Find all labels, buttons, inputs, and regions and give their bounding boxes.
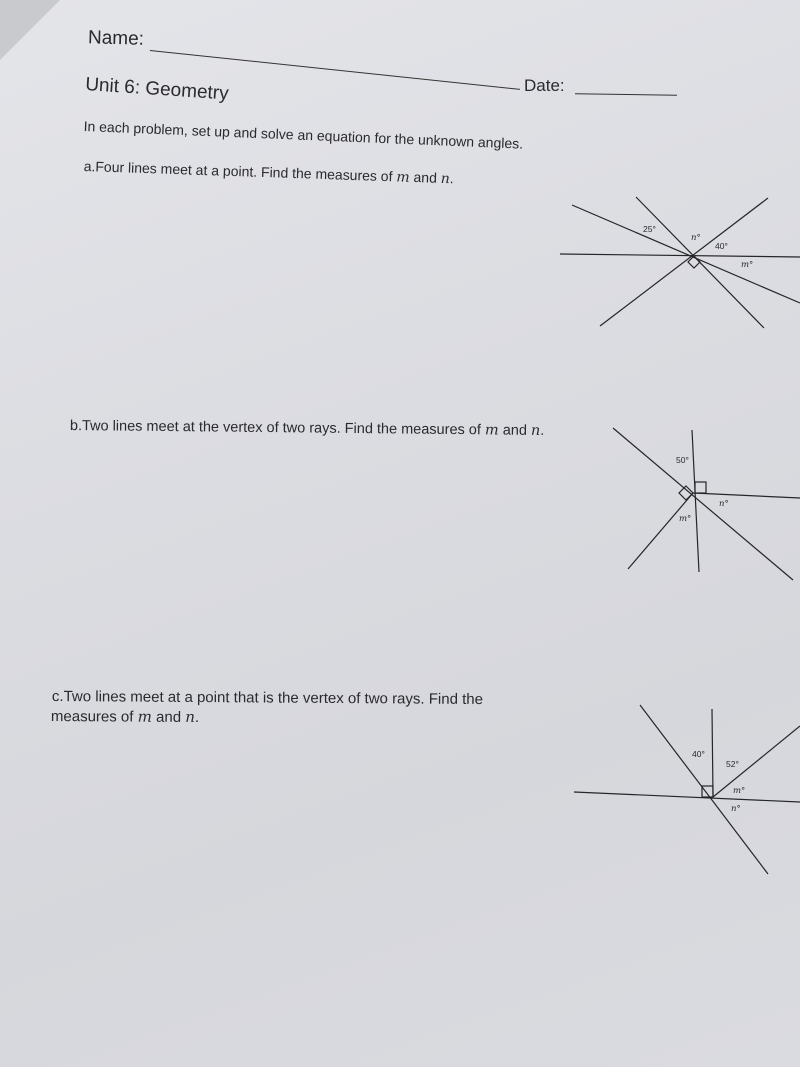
diagram-a-label-25: 25° xyxy=(643,224,656,234)
problem-a-and: and xyxy=(409,168,442,186)
name-label: Name: xyxy=(87,27,145,50)
problem-b-and: and xyxy=(498,422,532,439)
diagram-a xyxy=(560,197,800,328)
diagram-b-label-50: 50° xyxy=(676,455,689,465)
diagram-c-label-m: m° xyxy=(733,786,746,796)
diagram-b-line-vertical xyxy=(692,430,699,572)
diagram-a-label-40: 40° xyxy=(715,241,728,251)
unit-title: Unit 6: Geometry xyxy=(84,74,230,105)
diagram-b xyxy=(613,428,800,580)
diagram-b-label-m: m° xyxy=(679,514,692,524)
problem-c-prompt-line1: c.Two lines meet at a point that is the vertex of two rays. Find the xyxy=(51,688,484,709)
problem-c-text: measures of xyxy=(50,708,138,726)
problem-b-end: . xyxy=(540,422,545,439)
problem-c-var-m: m xyxy=(137,707,152,726)
diagram-c-ray-vertical xyxy=(712,709,713,797)
diagram-c-right-angle-mark xyxy=(702,786,713,797)
problem-c-var-n: n xyxy=(185,707,195,727)
problem-b-text: b.Two lines meet at the vertex of two rays. Find the measures of xyxy=(69,418,486,439)
diagram-a-label-n: n° xyxy=(691,233,701,243)
problem-b-var-n: n xyxy=(530,422,541,439)
diagram-c-label-n: n° xyxy=(731,804,741,814)
diagram-b-label-n: n° xyxy=(719,499,729,509)
diagram-c-label-52: 52° xyxy=(726,759,739,769)
instructions-text: In each problem, set up and solve an equation for the unknown angles. xyxy=(83,118,524,152)
diagram-c-label-40: 40° xyxy=(692,749,705,759)
diagram-c-line-diagonal xyxy=(640,705,768,874)
diagram-b-ray-lower-left xyxy=(628,493,693,569)
problem-b-var-m: m xyxy=(484,422,499,439)
problem-a-var-n: n xyxy=(440,170,451,188)
problem-c-and: and xyxy=(151,708,186,726)
diagram-c xyxy=(574,705,800,874)
diagram-b-ray-right xyxy=(693,493,800,498)
diagram-b-line-diagonal xyxy=(613,428,793,580)
problem-a-text: a.Four lines meet at a point. Find the measures of xyxy=(83,158,397,185)
diagram-b-right-angle-mark xyxy=(695,482,706,493)
date-label: Date: xyxy=(524,76,565,95)
diagram-a-line-horizontal xyxy=(560,254,800,257)
diagram-c-line-horizontal xyxy=(574,792,800,802)
diagram-a-label-m: m° xyxy=(741,260,754,270)
problem-a-end: . xyxy=(449,170,454,187)
problem-c-end: . xyxy=(194,709,200,727)
problem-a-var-m: m xyxy=(396,169,410,186)
